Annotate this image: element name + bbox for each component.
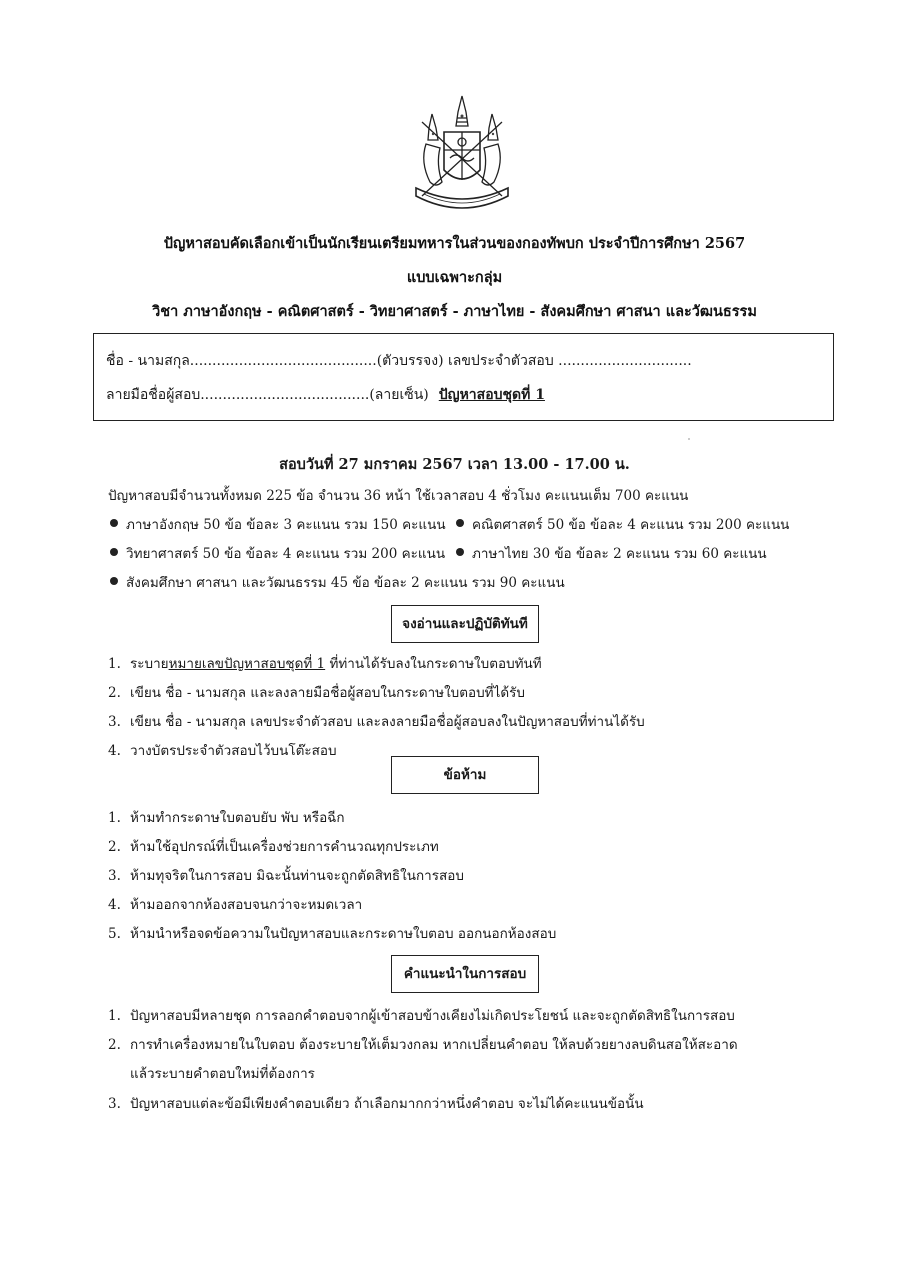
signature-field[interactable]: ลายมือชื่อผู้สอบ......................................(ลายเซ็น) [106, 387, 429, 403]
exam-subjects: วิชา ภาษาอังกฤษ - คณิตศาสตร์ - วิทยาศาสตร์ - ภาษาไทย - สังคมศึกษา ศาสนา และวัฒนธรรม [152, 303, 757, 320]
exam-type: แบบเฉพาะกลุ่ม [406, 269, 503, 286]
list-item: 1. ปัญหาสอบมีหลายชุด การลอกคำตอบจากผู้เข้าสอบข้างเคียงไม่เกิดประโยชน์ และจะถูกตัดสิทธิในการสอบ [108, 1008, 735, 1024]
bullet-icon [110, 577, 118, 585]
exam-summary: ปัญหาสอบมีจำนวนทั้งหมด 225 ข้อ จำนวน 36 หน้า ใช้เวลาสอบ 4 ชั่วโมง คะแนนเต็ม 700 คะแนน [108, 488, 689, 504]
list-item: 4. วางบัตรประจำตัวสอบไว้บนโต๊ะสอบ [108, 743, 337, 759]
exam-title: ปัญหาสอบคัดเลือกเข้าเป็นนักเรียนเตรียมทหารในส่วนของกองทัพบก ประจำปีการศึกษา 2567 [163, 235, 746, 252]
exam-date: สอบวันที่ 27 มกราคม 2567 เวลา 13.00 - 17.00 น. [279, 456, 630, 473]
list-item: 2. เขียน ชื่อ - นามสกุล และลงลายมือชื่อผู้สอบในกระดาษใบตอบที่ได้รับ [108, 685, 525, 701]
list-item: 5. ห้ามนำหรือจดข้อความในปัญหาสอบและกระดาษใบตอบ ออกนอกห้องสอบ [108, 926, 557, 942]
list-item: 2. การทำเครื่องหมายในใบตอบ ต้องระบายให้เต็มวงกลม หากเปลี่ยนคำตอบ ให้ลบด้วยยางลบดินสอให้สะอาด [108, 1037, 738, 1053]
subject-english: ภาษาอังกฤษ 50 ข้อ ข้อละ 3 คะแนน รวม 150 คะแนน [110, 513, 446, 535]
name-field[interactable]: ชื่อ - นามสกุล..........................................(ตัวบรรจง) เลขประจำตัวสอบ .............................. [106, 353, 692, 369]
scan-speck [688, 438, 690, 440]
signature-row [106, 384, 545, 406]
candidate-info-box [93, 333, 834, 421]
list-item: 1. ระบายหมายเลขปัญหาสอบชุดที่ 1 ที่ท่านได้รับลงในกระดาษใบตอบทันที [108, 656, 542, 672]
royal-emblem-icon [410, 92, 514, 224]
section-advice-title: คำแนะนำในการสอบ [391, 955, 539, 993]
list-item-continuation: แล้วระบายคำตอบใหม่ที่ต้องการ [130, 1066, 315, 1082]
subject-social: สังคมศึกษา ศาสนา และวัฒนธรรม 45 ข้อ ข้อละ 2 คะแนน รวม 90 คะแนน [110, 571, 565, 593]
bullet-icon [456, 548, 464, 556]
list-item: 1. ห้ามทำกระดาษใบตอบยับ พับ หรือฉีก [108, 810, 345, 826]
subject-thai: ภาษาไทย 30 ข้อ ข้อละ 2 คะแนน รวม 60 คะแนน [456, 542, 767, 564]
subject-math: คณิตศาสตร์ 50 ข้อ ข้อละ 4 คะแนน รวม 200 คะแนน [456, 513, 789, 535]
list-item: 2. ห้ามใช้อุปกรณ์ที่เป็นเครื่องช่วยการคำนวณทุกประเภท [108, 839, 439, 855]
list-item: 4. ห้ามออกจากห้องสอบจนกว่าจะหมดเวลา [108, 897, 363, 913]
list-item: 3. ปัญหาสอบแต่ละข้อมีเพียงคำตอบเดียว ถ้าเลือกมากกว่าหนึ่งคำตอบ จะไม่ได้คะแนนข้อนั้น [108, 1096, 644, 1112]
bullet-icon [110, 519, 118, 527]
list-item: 3. ห้ามทุจริตในการสอบ มิฉะนั้นท่านจะถูกตัดสิทธิในการสอบ [108, 868, 464, 884]
subject-science: วิทยาศาสตร์ 50 ข้อ ข้อละ 4 คะแนน รวม 200 คะแนน [110, 542, 445, 564]
section-read-title: จงอ่านและปฏิบัติทันที [391, 605, 539, 643]
list-item: 3. เขียน ชื่อ - นามสกุล เลขประจำตัวสอบ และลงลายมือชื่อผู้สอบลงในปัญหาสอบที่ท่านได้รับ [108, 714, 645, 730]
bullet-icon [456, 519, 464, 527]
exam-set-label: ปัญหาสอบชุดที่ 1 [438, 387, 545, 403]
bullet-icon [110, 548, 118, 556]
section-prohibit-title: ข้อห้าม [391, 756, 539, 794]
